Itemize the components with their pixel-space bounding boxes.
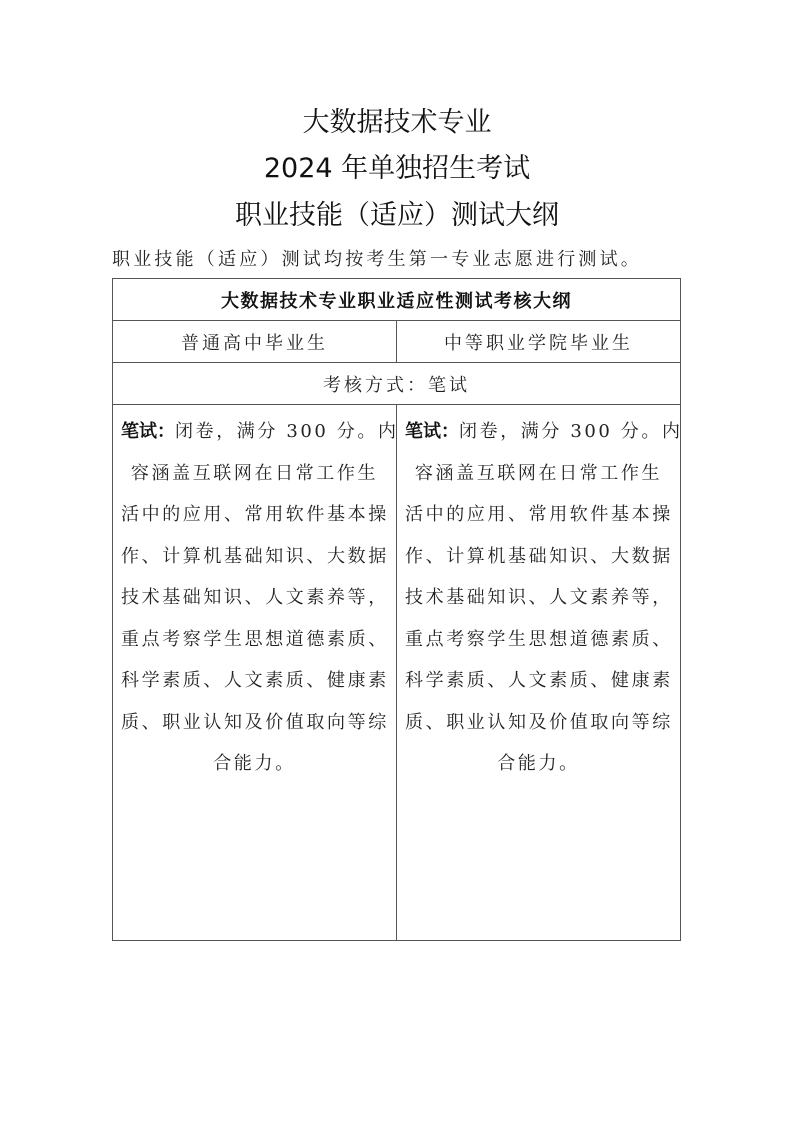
content-line: 质、职业认知及价值取向等综 xyxy=(121,711,389,733)
content-line: 技术基础知识、人文素养等， xyxy=(405,587,673,608)
content-line: 作、计算机基础知识、大数据 xyxy=(405,545,673,567)
content-line: 容涵盖互联网在日常工作生 xyxy=(414,462,663,484)
content-line: 合能力。 xyxy=(497,753,580,774)
table-header-row xyxy=(113,279,680,321)
document-title-line-1: 大数据技术专业 xyxy=(302,107,492,138)
document-title-line-3: 职业技能（适应）测试大纲 xyxy=(235,200,559,231)
content-line: 科学素质、人文素质、健康素 xyxy=(405,670,673,691)
exam-method-row xyxy=(113,363,680,405)
content-row xyxy=(113,405,683,940)
exam-method: 考核方式：笔试 xyxy=(323,374,470,396)
exam-label: 笔试： xyxy=(121,421,175,442)
column-header-row xyxy=(113,321,680,363)
content-line: 容涵盖互联网在日常工作生 xyxy=(130,462,379,484)
content-cell-vocational xyxy=(397,405,683,940)
content-cell-highschool xyxy=(113,405,397,940)
column-header-highschool: 普通高中毕业生 xyxy=(113,321,397,362)
content-line: 活中的应用、常用软件基本操 xyxy=(121,504,389,525)
column-header-vocational: 中等职业学院毕业生 xyxy=(444,332,633,354)
content-line: 笔试：闭卷，满分 300 分。内 xyxy=(405,421,683,442)
content-line: 科学素质、人文素质、健康素 xyxy=(121,670,389,691)
exam-label: 笔试： xyxy=(405,421,459,442)
content-line: 作、计算机基础知识、大数据 xyxy=(121,545,389,567)
syllabus-table xyxy=(112,278,681,941)
intro-paragraph: 职业技能（适应）测试均按考生第一专业志愿进行测试。 xyxy=(112,249,642,270)
table-header: 大数据技术专业职业适应性测试考核大纲 xyxy=(221,290,572,312)
document-title-line-2: 2024 年单独招生考试 xyxy=(263,153,531,184)
content-line: 重点考察学生思想道德素质、 xyxy=(405,628,673,650)
content-line: 技术基础知识、人文素养等， xyxy=(121,587,389,608)
content-line: 笔试：闭卷，满分 300 分。内 xyxy=(121,421,399,442)
content-line: 重点考察学生思想道德素质、 xyxy=(121,628,389,650)
content-line: 活中的应用、常用软件基本操 xyxy=(405,504,673,525)
content-line: 质、职业认知及价值取向等综 xyxy=(405,711,673,733)
content-line: 合能力。 xyxy=(213,753,296,774)
